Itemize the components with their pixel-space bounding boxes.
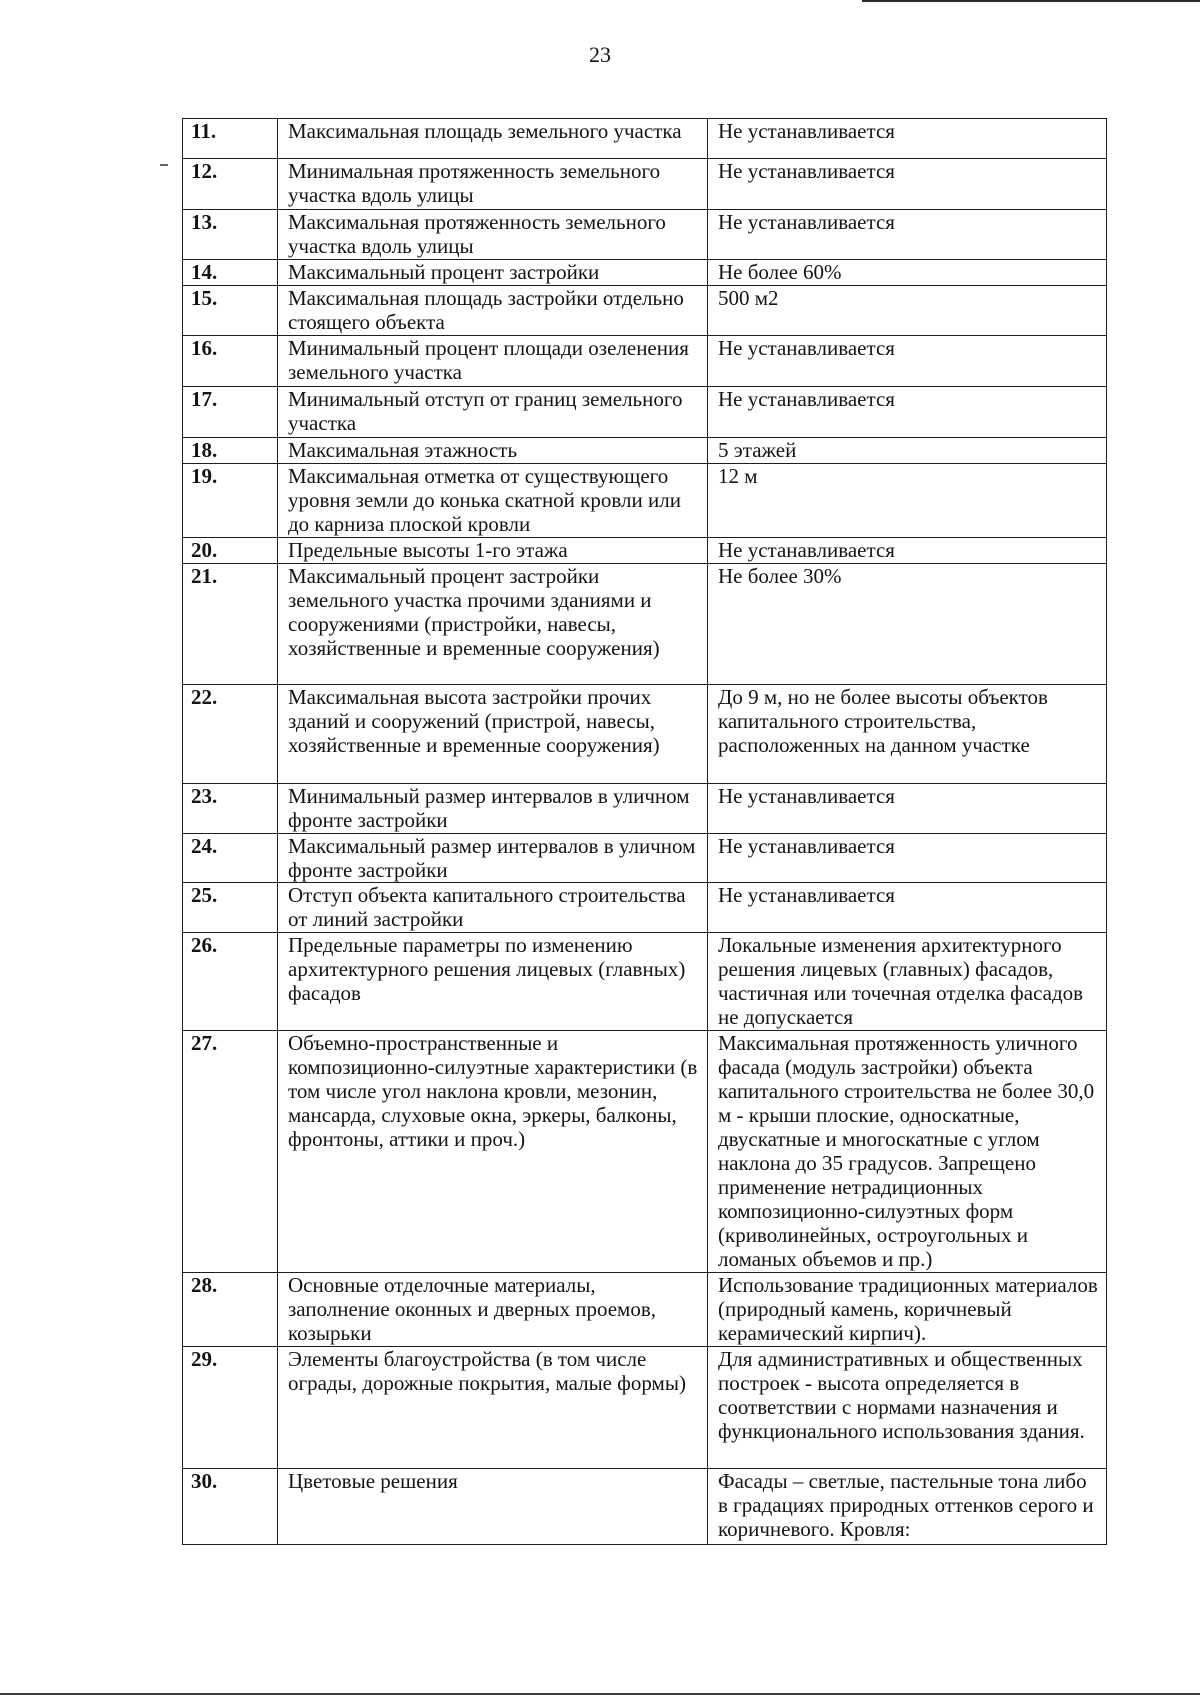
- parameter-name: Максимальная отметка от существующего уровня земли до конька скатной кровли или до карниза плоской кровли: [278, 464, 708, 538]
- parameter-value: Использование традиционных материалов (природный камень, коричневый керамический кирпич).: [708, 1273, 1107, 1347]
- table-row: [183, 1273, 1107, 1347]
- table-row: [183, 933, 1107, 1031]
- row-number: 22.: [183, 685, 278, 784]
- row-number: 18.: [183, 438, 278, 464]
- parameter-value: Максимальная протяженность уличного фасада (модуль застройки) объекта капитального строительства не более 30,0 м - крыши плоские, односкатные, двускатные и многоскатные с углом наклона до 35 градусов. Запрещено применение нетрадиционных композиционно-силуэтных форм (криволинейных, остроугольных и ломаных объемов и пр.): [708, 1031, 1107, 1273]
- page-number: 23: [589, 42, 611, 67]
- scan-edge-bottom: [0, 1693, 1200, 1695]
- parameter-value: 5 этажей: [708, 438, 1107, 464]
- parameter-name: Минимальная протяженность земельного участка вдоль улицы: [278, 159, 708, 210]
- parameter-value: Не устанавливается: [708, 336, 1107, 387]
- parameter-name: Минимальный отступ от границ земельного участка: [278, 387, 708, 438]
- table-row: [183, 438, 1107, 464]
- parameter-value: Локальные изменения архитектурного решения лицевых (главных) фасадов, частичная или точечная отделка фасадов не допускается: [708, 933, 1107, 1031]
- parameter-name: Максимальная площадь застройки отдельно стоящего объекта: [278, 286, 708, 336]
- parameter-value: До 9 м, но не более высоты объектов капитального строительства, расположенных на данном участке: [708, 685, 1107, 784]
- table-row: [183, 159, 1107, 210]
- table-row: [183, 260, 1107, 286]
- row-number: 24.: [183, 834, 278, 883]
- table-row: [183, 1031, 1107, 1273]
- table-row: [183, 883, 1107, 933]
- parameter-value: Не устанавливается: [708, 834, 1107, 883]
- row-number: 25.: [183, 883, 278, 933]
- parameter-name: Минимальный размер интервалов в уличном фронте застройки: [278, 784, 708, 834]
- parameter-value: Фасады – светлые, пастельные тона либо в градациях природных оттенков серого и коричневого. Кровля:: [708, 1469, 1107, 1545]
- parameter-name: Максимальный процент застройки: [278, 260, 708, 286]
- row-number: 13.: [183, 210, 278, 260]
- parameter-value: Не более 60%: [708, 260, 1107, 286]
- row-number: 29.: [183, 1347, 278, 1469]
- row-number: 15.: [183, 286, 278, 336]
- row-number: 23.: [183, 784, 278, 834]
- parameter-value: Не устанавливается: [708, 119, 1107, 159]
- row-number: 26.: [183, 933, 278, 1031]
- parameters-table: [182, 118, 1107, 1545]
- row-number: 16.: [183, 336, 278, 387]
- parameter-name: Цветовые решения: [278, 1469, 708, 1545]
- parameter-name: Максимальный процент застройки земельного участка прочими зданиями и сооружениями (пристройки, навесы, хозяйственные и временные сооружения): [278, 564, 708, 685]
- parameter-name: Максимальная площадь земельного участка: [278, 119, 708, 159]
- row-number: 27.: [183, 1031, 278, 1273]
- row-number: 28.: [183, 1273, 278, 1347]
- parameter-value: Не устанавливается: [708, 538, 1107, 564]
- row-number: 19.: [183, 464, 278, 538]
- parameter-name: Элементы благоустройства (в том числе ограды, дорожные покрытия, малые формы): [278, 1347, 708, 1469]
- table-row: [183, 119, 1107, 159]
- table-row: [183, 1469, 1107, 1545]
- table-row: [183, 210, 1107, 260]
- parameter-name: Минимальный процент площади озеленения земельного участка: [278, 336, 708, 387]
- parameter-value: Не устанавливается: [708, 883, 1107, 933]
- parameter-value: Не устанавливается: [708, 210, 1107, 260]
- row-number: 11.: [183, 119, 278, 159]
- row-number: 21.: [183, 564, 278, 685]
- parameter-name: Максимальная протяженность земельного участка вдоль улицы: [278, 210, 708, 260]
- row-number: 30.: [183, 1469, 278, 1545]
- parameter-value: Не устанавливается: [708, 159, 1107, 210]
- table-row: [183, 564, 1107, 685]
- parameter-value: Не устанавливается: [708, 387, 1107, 438]
- parameter-value: 500 м2: [708, 286, 1107, 336]
- parameter-name: Предельные параметры по изменению архитектурного решения лицевых (главных) фасадов: [278, 933, 708, 1031]
- parameter-value: Не устанавливается: [708, 784, 1107, 834]
- parameter-name: Основные отделочные материалы, заполнение оконных и дверных проемов, козырьки: [278, 1273, 708, 1347]
- parameter-value: 12 м: [708, 464, 1107, 538]
- table-row: [183, 387, 1107, 438]
- row-number: 20.: [183, 538, 278, 564]
- parameter-name: Предельные высоты 1-го этажа: [278, 538, 708, 564]
- table-row: [183, 834, 1107, 883]
- parameter-value: Не более 30%: [708, 564, 1107, 685]
- table-row: [183, 685, 1107, 784]
- parameter-name: Максимальный размер интервалов в уличном фронте застройки: [278, 834, 708, 883]
- parameter-name: Объемно-пространственные и композиционно-силуэтные характеристики (в том числе угол наклона кровли, мезонин, мансарда, слуховые окна, эркеры, балконы, фронтоны, аттики и проч.): [278, 1031, 708, 1273]
- table-row: [183, 1347, 1107, 1469]
- scan-edge-top: [862, 0, 1200, 2]
- margin-mark: [160, 164, 168, 166]
- table-row: [183, 784, 1107, 834]
- parameter-name: Максимальная высота застройки прочих зданий и сооружений (пристрой, навесы, хозяйственные и временные сооружения): [278, 685, 708, 784]
- row-number: 17.: [183, 387, 278, 438]
- table-row: [183, 336, 1107, 387]
- parameter-name: Отступ объекта капитального строительства от линий застройки: [278, 883, 708, 933]
- row-number: 12.: [183, 159, 278, 210]
- parameter-name: Максимальная этажность: [278, 438, 708, 464]
- parameter-value: Для административных и общественных построек - высота определяется в соответствии с нормами назначения и функционального использования здания.: [708, 1347, 1107, 1469]
- table-row: [183, 286, 1107, 336]
- table-row: [183, 538, 1107, 564]
- row-number: 14.: [183, 260, 278, 286]
- table-row: [183, 464, 1107, 538]
